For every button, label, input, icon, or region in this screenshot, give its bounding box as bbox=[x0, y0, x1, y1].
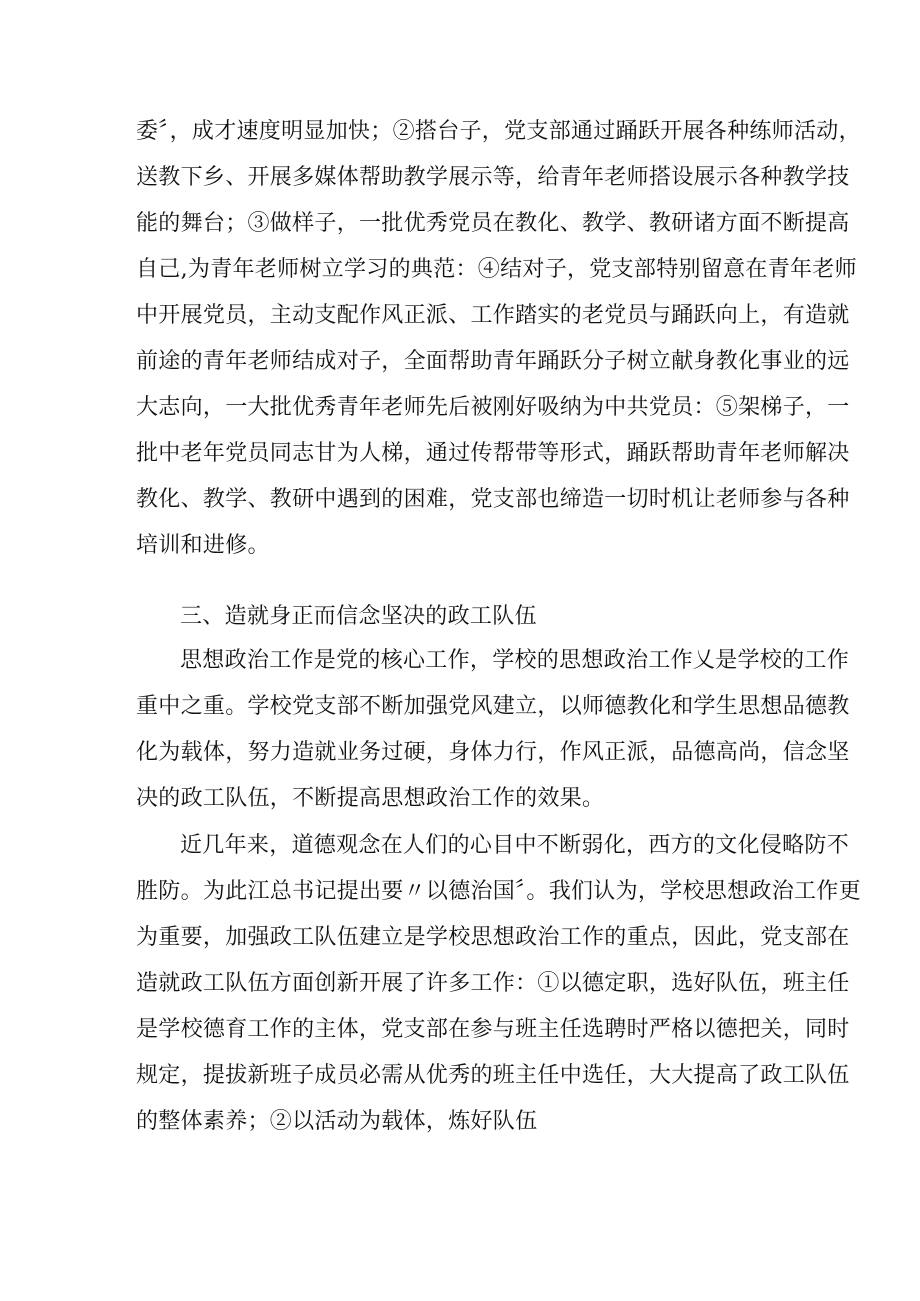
text-line: 教化、教学、教研中遇到的困难，党支部也缔造一切时机让老师参与各种 bbox=[136, 487, 850, 512]
paragraph-1 bbox=[136, 109, 861, 569]
text-line: 是学校德育工作的主体，党支部在参与班主任选聘时严格以德把关，同时 bbox=[136, 1017, 850, 1042]
paragraph-3 bbox=[136, 823, 861, 1145]
text-line: 化为载体，努力造就业务过硬，身体力行，作风正派，品德高尚，信念坚 bbox=[136, 740, 850, 765]
text-line: 中开展党员，主动支配作风正派、工作踏实的老党员与踊跃向上，有造就 bbox=[136, 303, 850, 328]
text-line: 的整体素养；②以活动为载体，炼好队伍 bbox=[136, 1109, 538, 1134]
text-line: 规定，提拔新班子成员必需从优秀的班主任中选任，大大提高了政工队伍 bbox=[136, 1063, 850, 1088]
text-line: 大志向，一大批优秀青年老师先后被刚好吸纳为中共党员：⑤架梯子，一 bbox=[136, 395, 850, 420]
text-line: 前途的青年老师结成对子，全面帮助青年踊跃分子树立献身教化事业的远 bbox=[136, 349, 850, 374]
text-line: 送教下乡、开展多媒体帮助教学展示等，给青年老师搭设展示各种教学技 bbox=[136, 165, 850, 190]
text-line: 委〞，成才速度明显加快；②搭台子，党支部通过踊跃开展各种练师活动， bbox=[136, 119, 861, 144]
heading-text: 三、造就身正而信念坚决的政工队伍 bbox=[180, 604, 537, 629]
text-line: 培训和进修。 bbox=[136, 533, 270, 558]
section-heading bbox=[136, 594, 792, 640]
text-line: 胜防。为此江总书记提出要〃以德治国〞。我们认为，学校思想政治工作更 bbox=[136, 879, 861, 904]
text-line: 能的舞台；③做样子，一批优秀党员在教化、教学、教研诸方面不断提高 bbox=[136, 211, 850, 236]
text-line: 自己,为青年老师树立学习的典范：④结对子，党支部特别留意在青年老师 bbox=[136, 257, 857, 282]
text-line: 思想政治工作是党的核心工作，学校的思想政治工作乂是学校的工作 bbox=[180, 648, 850, 673]
text-line: 为重要，加强政工队伍建立是学校思想政治工作的重点，因此，党支部在 bbox=[136, 925, 850, 950]
text-line: 造就政工队伍方面创新开展了许多工作：①以德定职，选好队伍，班主任 bbox=[136, 971, 850, 996]
text-line: 批中老年党员同志甘为人梯，通过传帮带等形式，踊跃帮助青年老师解决 bbox=[136, 441, 850, 466]
text-line: 重中之重。学校党支部不断加强党风建立，以师德教化和学生思想品德教 bbox=[136, 694, 850, 719]
text-line: 决的政工队伍，不断提高思想政治工作的效果。 bbox=[136, 786, 605, 811]
text-line: 近几年来，道德观念在人们的心目中不断弱化，西方的文化侵略防不 bbox=[180, 833, 850, 858]
paragraph-2 bbox=[136, 638, 850, 822]
